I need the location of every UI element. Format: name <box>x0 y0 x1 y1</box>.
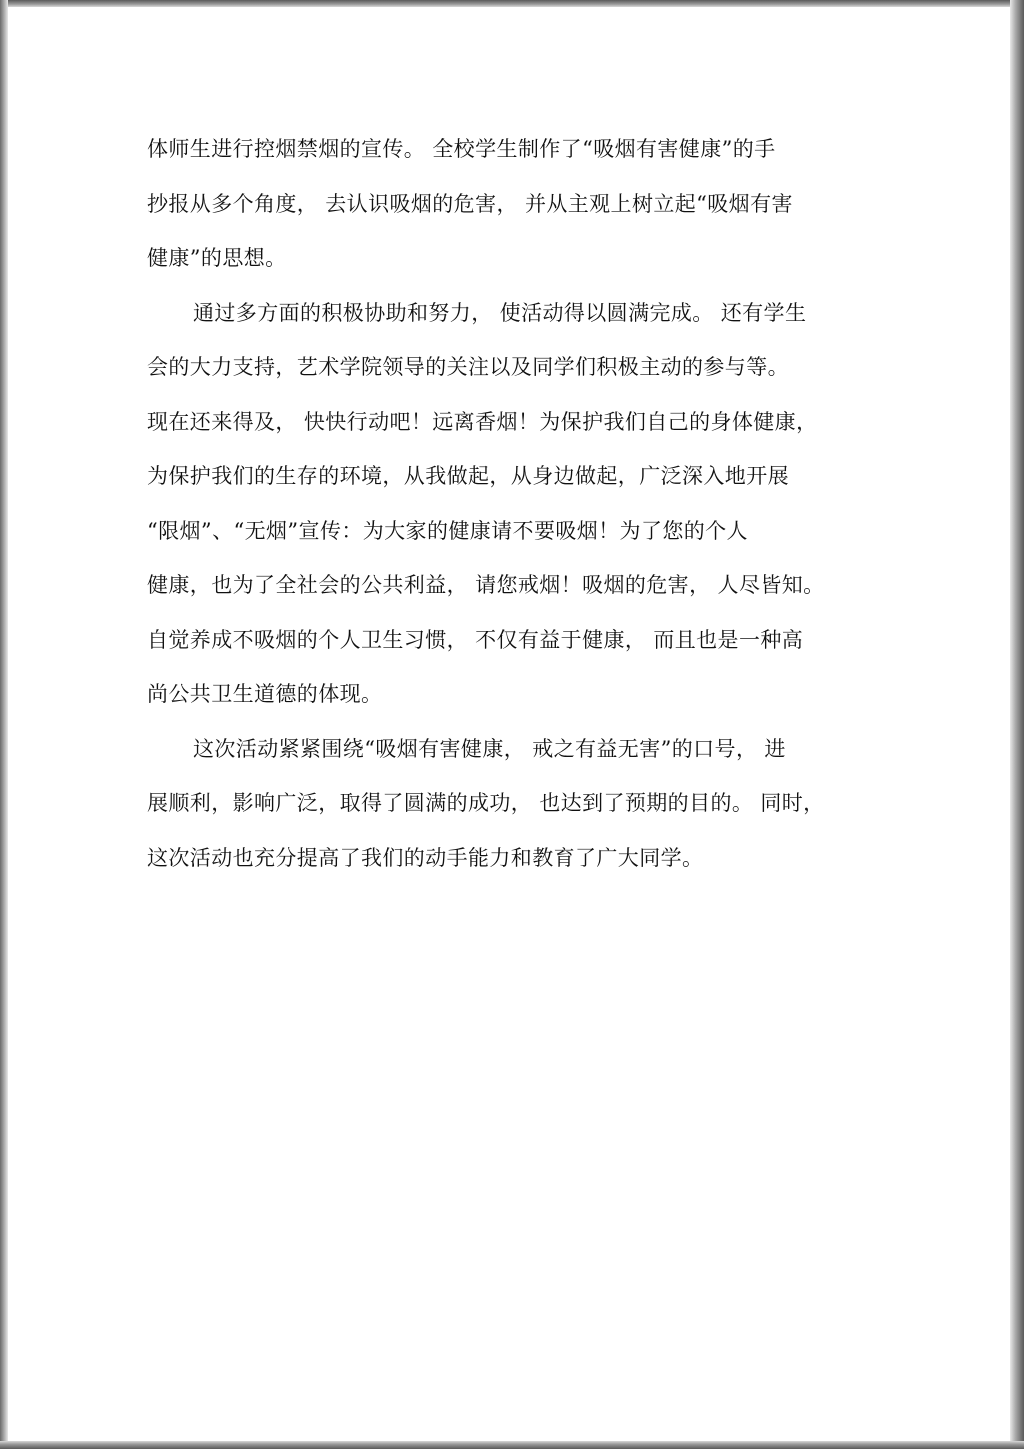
paragraph-start-line: 这次活动紧紧围绕“吸烟有害健康， 戒之有益无害”的口号， 进 <box>193 736 786 761</box>
page-edge-left <box>0 0 8 1449</box>
document-body <box>147 122 872 885</box>
page-edge-top <box>0 0 1024 7</box>
text-line: 体师生进行控烟禁烟的宣传。 全校学生制作了“吸烟有害健康”的手 <box>147 137 776 161</box>
paragraph-start-line: 通过多方面的积极协助和努力， 使活动得以圆满完成。 还有学生 <box>193 300 807 325</box>
text-line: 自觉养成不吸烟的个人卫生习惯， 不仅有益于健康， 而且也是一种高 <box>147 627 804 652</box>
text-line: 尚公共卫生道德的体现。 <box>147 682 383 706</box>
text-line: 现在还来得及， 快快行动吧！远离香烟！为保护我们自己的身体健康， <box>147 409 818 434</box>
text-line: “限烟”、“无烟”宣传：为大家的健康请不要吸烟！为了您的个人 <box>147 518 748 543</box>
page-edge-right <box>1010 0 1024 1449</box>
text-line: 这次活动也充分提高了我们的动手能力和教育了广大同学。 <box>147 845 704 870</box>
text-line: 会的大力支持，艺术学院领导的关注以及同学们积极主动的参与等。 <box>147 355 789 379</box>
text-line: 为保护我们的生存的环境，从我做起，从身边做起，广泛深入地开展 <box>147 464 789 488</box>
text-line: 抄报从多个角度， 去认识吸烟的危害， 并从主观上树立起“吸烟有害 <box>147 191 793 216</box>
page-edge-bottom <box>0 1441 1024 1449</box>
text-line: 健康，也为了全社会的公共利益， 请您戒烟！吸烟的危害， 人尽皆知。 <box>147 573 825 597</box>
text-line: 展顺利，影响广泛，取得了圆满的成功， 也达到了预期的目的。 同时， <box>147 791 825 815</box>
text-line: 健康”的思想。 <box>147 246 287 270</box>
